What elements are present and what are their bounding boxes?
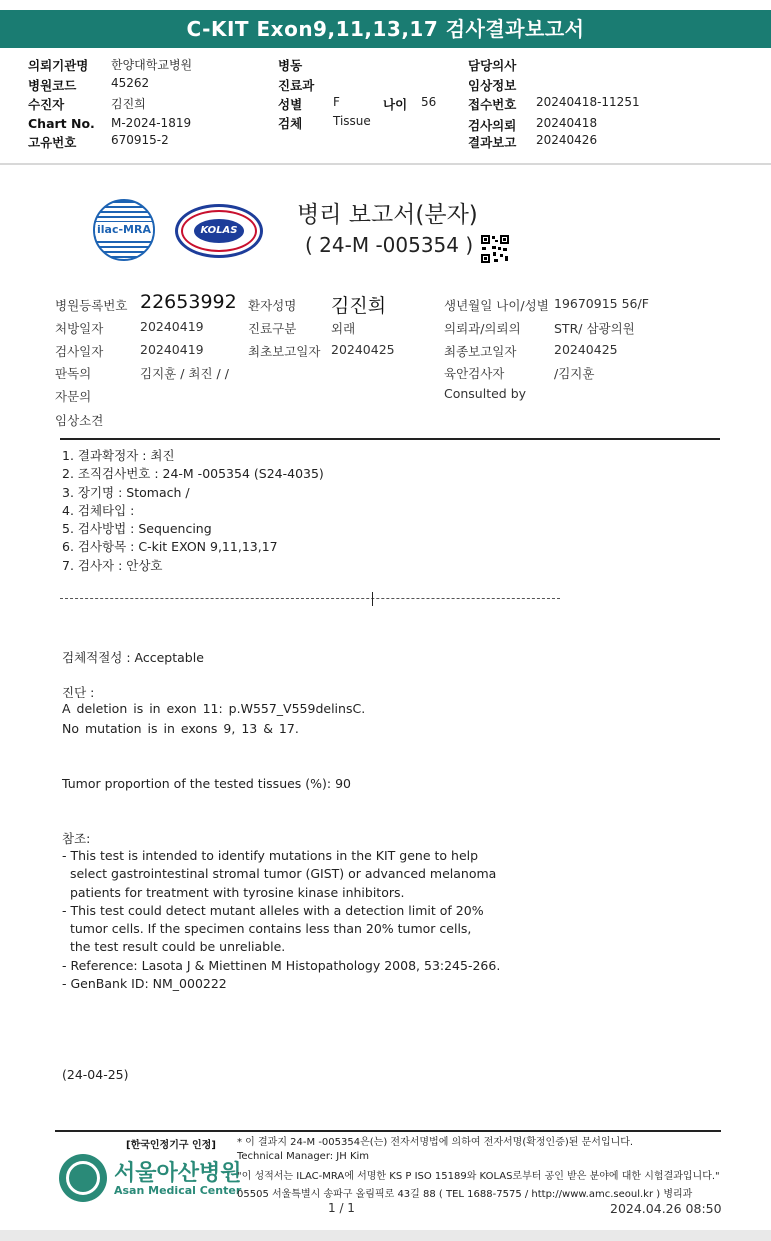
reference-line: - This test is intended to identify mutations in the KIT gene to help: [62, 848, 479, 863]
report-banner-title: C-KIT Exon9,11,13,17 검사결과보고서: [0, 10, 771, 48]
detail-item: 7. 검사자 : 안상호: [62, 558, 163, 573]
header-label-org: 의뢰기관명: [28, 58, 89, 73]
value-patient-name: 김진희: [331, 295, 387, 317]
diagnosis-label: 진단 :: [62, 685, 95, 700]
header-label-doctor: 담당의사: [468, 58, 517, 73]
header-label-request: 검사의뢰: [468, 118, 517, 133]
footer-note: * 이 결과지 24-M -005354은(는) 전자서명법에 의하여 전자서명(확정인증)된 문서입니다.: [237, 1137, 634, 1148]
header-value-hospcode: 45262: [111, 76, 150, 90]
hospital-name-en: Asan Medical Center: [114, 1184, 242, 1197]
reference-line: - Reference: Lasota J & Miettinen M Histopathology 2008, 53:245-266.: [62, 958, 501, 973]
footer-note: Technical Manager: JH Kim: [237, 1151, 370, 1162]
header-value-request: 20240418: [536, 116, 598, 130]
accreditation-label: [한국인정기구 인정]: [126, 1140, 216, 1151]
label-reg-no: 병원등록번호: [55, 298, 128, 313]
value-gross-tech: /김지훈: [554, 366, 595, 381]
header-value-uid: 670915-2: [111, 133, 169, 147]
dashed-separator: [60, 598, 560, 599]
header-value-org: 한양대학교병원: [111, 58, 193, 72]
header-value-result: 20240426: [536, 133, 598, 147]
printed-timestamp: 2024.04.26 08:50: [610, 1201, 722, 1216]
label-clinical-opinion: 임상소견: [55, 413, 104, 428]
header-label-age: 나이: [383, 97, 408, 112]
label-final-report: 최종보고일자: [444, 344, 517, 359]
reference-line: - GenBank ID: NM_000222: [62, 976, 227, 991]
footer-address: 05505 서울특별시 송파구 올림픽로 43길 88 ( TEL 1688-7575 / http://www.amc.seoul.kr ) 병리과: [237, 1189, 693, 1200]
reference-line: - This test could detect mutant alleles with a detection limit of 20%: [62, 903, 484, 918]
specimen-adequacy: 검체적절성 : Acceptable: [62, 650, 204, 665]
header-label-hospcode: 병원코드: [28, 78, 77, 93]
reference-label: 참조:: [62, 831, 91, 846]
header-value-patient: 김진희: [111, 97, 146, 111]
detail-item: 5. 검사방법 : Sequencing: [62, 521, 212, 536]
header-label-result: 결과보고: [468, 135, 517, 150]
header-label-ward: 병동: [278, 58, 303, 73]
label-ward: 의뢰과/의뢰의: [444, 321, 521, 336]
reference-line: the test result could be unreliable.: [62, 939, 286, 954]
label-patient-name: 환자성명: [248, 298, 297, 313]
value-order-date: 20240419: [140, 319, 204, 334]
header-label-receipt: 접수번호: [468, 97, 517, 112]
asan-emblem-icon: [59, 1154, 107, 1202]
label-gross-tech: 육안검사자: [444, 366, 505, 381]
header-label-chartno: Chart No.: [28, 116, 95, 131]
qr-code-icon: [480, 234, 510, 264]
header-label-dept: 진료과: [278, 78, 315, 93]
report-number: ( 24-M -005354 ): [305, 233, 474, 257]
header-label-patient: 수진자: [28, 97, 65, 112]
tumor-proportion: Tumor proportion of the tested tissues (%): 90: [62, 776, 352, 791]
header-value-receipt: 20240418-11251: [536, 95, 640, 109]
value-first-report: 20240425: [331, 342, 395, 357]
kolas-logo: KOLAS: [175, 204, 263, 258]
header-value-age: 56: [421, 95, 437, 109]
section-rule: [60, 438, 720, 440]
diagnosis-line: A deletion is in exon 11: p.W557_V559delinsC.: [62, 701, 366, 716]
reference-line: patients for treatment with tyrosine kinase inhibitors.: [62, 885, 405, 900]
value-birth: 19670915 56/F: [554, 296, 649, 311]
detail-item: 6. 검사항목 : C-kit EXON 9,11,13,17: [62, 539, 278, 554]
value-dept: 외래: [331, 321, 356, 336]
header-divider: [0, 163, 771, 165]
value-exam-date: 20240419: [140, 342, 204, 357]
detail-item: 4. 검체타입 :: [62, 503, 135, 518]
value-final-report: 20240425: [554, 342, 618, 357]
detail-item: 3. 장기명 : Stomach /: [62, 485, 190, 500]
ilac-mra-logo: ilac-MRA: [93, 199, 155, 261]
label-consulted-by: Consulted by: [444, 386, 527, 401]
header-value-specimen: Tissue: [333, 114, 371, 128]
hospital-name-ko: 서울아산병원: [114, 1161, 242, 1186]
diagnosis-line: No mutation is in exons 9, 13 & 17.: [62, 721, 299, 736]
header-label-specimen: 검체: [278, 116, 303, 131]
reference-line: tumor cells. If the specimen contains less than 20% tumor cells,: [62, 921, 472, 936]
label-order-date: 처방일자: [55, 321, 104, 336]
label-birth: 생년월일 나이/성별: [444, 298, 549, 313]
report-title: 병리 보고서(분자): [297, 202, 478, 228]
header-label-clinical: 임상정보: [468, 78, 517, 93]
footer-note: "이 성적서는 ILAC-MRA에 서명한 KS P ISO 15189와 KOLAS로부터 공인 받은 분야에 대한 시험결과입니다.": [237, 1171, 720, 1182]
value-reg-no: 22653992: [140, 291, 237, 313]
viewer-bottom-bar: [0, 1230, 771, 1241]
header-label-uid: 고유번호: [28, 135, 77, 150]
detail-item: 1. 결과확정자 : 최진: [62, 448, 175, 463]
header-value-sex: F: [333, 95, 340, 109]
header-value-chartno: M-2024-1819: [111, 116, 192, 130]
reference-line: select gastrointestinal stromal tumor (GIST) or advanced melanoma: [62, 866, 497, 881]
value-reader: 김지훈 / 최진 / /: [140, 366, 229, 381]
label-dept: 진료구분: [248, 321, 297, 336]
footer-rule: [55, 1130, 721, 1132]
label-advisor: 자문의: [55, 389, 92, 404]
header-label-sex: 성별: [278, 97, 303, 112]
label-exam-date: 검사일자: [55, 344, 104, 359]
label-reader: 판독의: [55, 366, 92, 381]
detail-item: 2. 조직검사번호 : 24-M -005354 (S24-4035): [62, 466, 324, 481]
text-cursor: [372, 592, 373, 606]
page-number: 1 / 1: [328, 1201, 355, 1215]
value-ward: STR/ 삼광의원: [554, 321, 635, 336]
label-first-report: 최초보고일자: [248, 344, 321, 359]
report-date: (24-04-25): [62, 1067, 129, 1082]
